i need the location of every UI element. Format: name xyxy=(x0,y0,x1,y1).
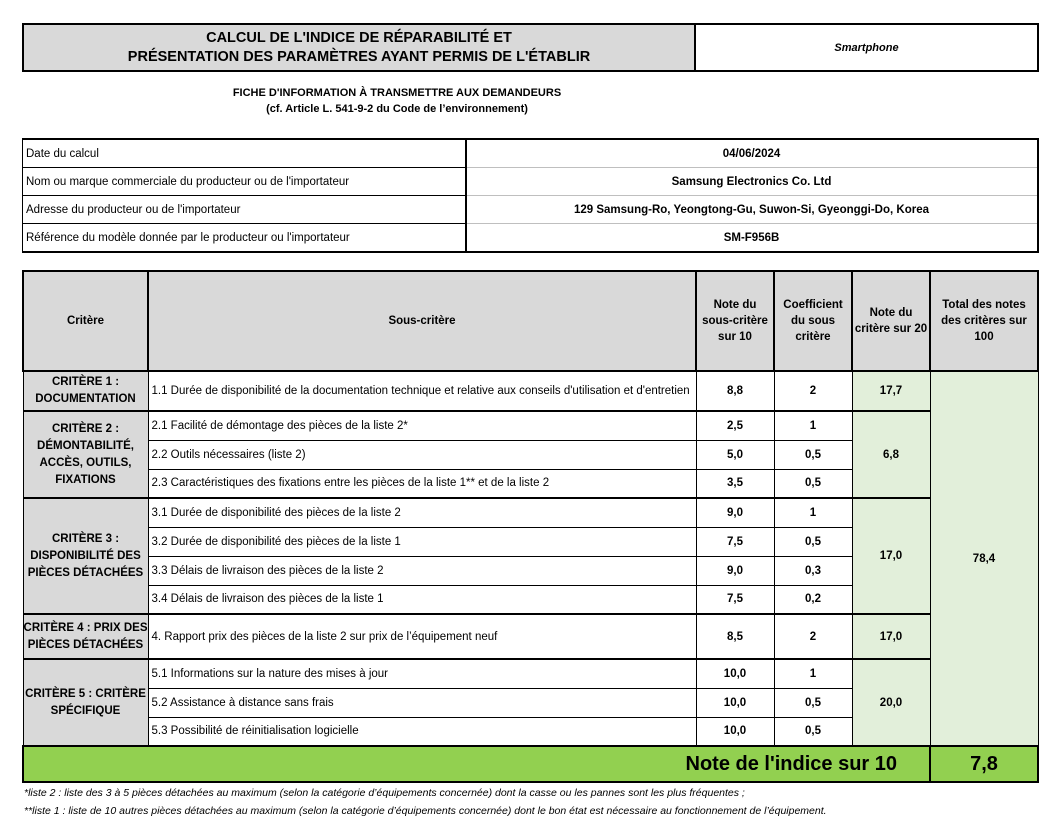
criterion-2-note: 6,8 xyxy=(852,411,930,498)
criterion-2-name: CRITÈRE 2 : DÉMONTABILITÉ, ACCÈS, OUTILS, FIXATIONS xyxy=(23,411,148,498)
subcriterion-coef: 0,5 xyxy=(774,527,852,556)
subcriterion-coef: 0,5 xyxy=(774,717,852,746)
table-row xyxy=(23,498,1038,527)
final-score-value: 7,8 xyxy=(930,746,1038,782)
subcriterion-note: 2,5 xyxy=(696,411,774,440)
criteria-table xyxy=(22,270,1039,783)
subcriterion-note: 8,8 xyxy=(696,371,774,411)
subcriterion-coef: 0,5 xyxy=(774,469,852,498)
subcriterion-coef: 1 xyxy=(774,659,852,688)
title-line-1: CALCUL DE L'INDICE DE RÉPARABILITÉ ET xyxy=(206,29,512,46)
subcriterion-label: 2.2 Outils nécessaires (liste 2) xyxy=(148,440,696,469)
subheader xyxy=(22,85,772,117)
subcriterion-note: 10,0 xyxy=(696,659,774,688)
subcriterion-coef: 2 xyxy=(774,371,852,411)
criterion-5-name: CRITÈRE 5 : CRITÈRE SPÉCIFIQUE xyxy=(23,659,148,746)
info-label: Nom ou marque commerciale du producteur ou de l'importateur xyxy=(23,168,466,196)
subcriterion-coef: 0,5 xyxy=(774,440,852,469)
subcriterion-label: 5.1 Informations sur la nature des mises à jour xyxy=(148,659,696,688)
criterion-4-name: CRITÈRE 4 : PRIX DES PIÈCES DÉTACHÉES xyxy=(23,614,148,659)
info-table xyxy=(22,138,1039,253)
final-score-label: Note de l'indice sur 10 xyxy=(23,746,930,782)
subcriterion-coef: 1 xyxy=(774,498,852,527)
header-note-sous-critere: Note du sous-critère sur 10 xyxy=(696,271,774,371)
subcriterion-label: 4. Rapport prix des pièces de la liste 2 sur prix de l’équipement neuf xyxy=(148,614,696,659)
subcriterion-note: 10,0 xyxy=(696,688,774,717)
total-score: 78,4 xyxy=(930,371,1038,746)
info-row xyxy=(23,224,1038,253)
header-critere: Critère xyxy=(23,271,148,371)
criterion-3-note: 17,0 xyxy=(852,498,930,614)
info-row xyxy=(23,139,1038,168)
subcriterion-label: 3.1 Durée de disponibilité des pièces de la liste 2 xyxy=(148,498,696,527)
info-row xyxy=(23,196,1038,224)
header-total: Total des notes des critères sur 100 xyxy=(930,271,1038,371)
subheader-line-2: (cf. Article L. 541-9-2 du Code de l’environnement) xyxy=(266,103,528,115)
final-score-row xyxy=(23,746,1038,782)
subheader-line-1: FICHE D'INFORMATION À TRANSMETTRE AUX DEMANDEURS xyxy=(232,87,562,99)
subcriterion-label: 3.4 Délais de livraison des pièces de la liste 1 xyxy=(148,585,696,614)
subcriterion-coef: 1 xyxy=(774,411,852,440)
criterion-1-name: CRITÈRE 1 : DOCUMENTATION xyxy=(23,371,148,411)
footnotes xyxy=(24,784,827,820)
footnote-liste-2: *liste 2 : liste des 3 à 5 pièces détachées au maximum (selon la catégorie d’équipements concernée) dont la casse ou les pannes sont les plus fréquentes ; xyxy=(24,787,745,799)
subcriterion-note: 8,5 xyxy=(696,614,774,659)
info-value: 129 Samsung-Ro, Yeongtong-Gu, Suwon-Si, Gyeonggi-Do, Korea xyxy=(466,196,1038,224)
header-coefficient: Coefficient du sous critère xyxy=(774,271,852,371)
info-label: Référence du modèle donnée par le producteur ou l'importateur xyxy=(23,224,466,253)
criterion-4-note: 17,0 xyxy=(852,614,930,659)
subcriterion-note: 9,0 xyxy=(696,556,774,585)
subcriterion-label: 5.3 Possibilité de réinitialisation logicielle xyxy=(148,717,696,746)
subcriterion-note: 5,0 xyxy=(696,440,774,469)
header-table xyxy=(22,23,1039,72)
subcriterion-coef: 0,2 xyxy=(774,585,852,614)
subcriterion-coef: 2 xyxy=(774,614,852,659)
info-row xyxy=(23,168,1038,196)
header-sous-critere: Sous-critère xyxy=(148,271,696,371)
subcriterion-label: 3.3 Délais de livraison des pièces de la liste 2 xyxy=(148,556,696,585)
subcriterion-label: 5.2 Assistance à distance sans frais xyxy=(148,688,696,717)
table-row xyxy=(23,371,1038,411)
subcriterion-label: 2.3 Caractéristiques des fixations entre les pièces de la liste 1** et de la liste 2 xyxy=(148,469,696,498)
document-title xyxy=(23,24,695,71)
table-row xyxy=(23,659,1038,688)
criterion-5-note: 20,0 xyxy=(852,659,930,746)
subcriterion-coef: 0,5 xyxy=(774,688,852,717)
criterion-3-name: CRITÈRE 3 : DISPONIBILITÉ DES PIÈCES DÉTACHÉES xyxy=(23,498,148,614)
criterion-1-note: 17,7 xyxy=(852,371,930,411)
header-note-critere: Note du critère sur 20 xyxy=(852,271,930,371)
table-row xyxy=(23,411,1038,440)
footnote-liste-1: **liste 1 : liste de 10 autres pièces détachées au maximum (selon la catégorie d’équipements concernée) dont le bon état est nécessaire au fonctionnement de l’équipement. xyxy=(24,805,827,817)
subcriterion-label: 3.2 Durée de disponibilité des pièces de la liste 1 xyxy=(148,527,696,556)
info-value: 04/06/2024 xyxy=(466,139,1038,168)
subcriterion-coef: 0,3 xyxy=(774,556,852,585)
product-type: Smartphone xyxy=(695,24,1038,71)
subcriterion-label: 2.1 Facilité de démontage des pièces de la liste 2* xyxy=(148,411,696,440)
subcriterion-label: 1.1 Durée de disponibilité de la documentation technique et relative aux conseils d'utilisation et d'entretien xyxy=(148,371,696,411)
subcriterion-note: 7,5 xyxy=(696,527,774,556)
info-value: Samsung Electronics Co. Ltd xyxy=(466,168,1038,196)
subcriterion-note: 10,0 xyxy=(696,717,774,746)
info-value: SM-F956B xyxy=(466,224,1038,253)
subcriterion-note: 7,5 xyxy=(696,585,774,614)
table-row xyxy=(23,614,1038,659)
subcriterion-note: 9,0 xyxy=(696,498,774,527)
subcriterion-note: 3,5 xyxy=(696,469,774,498)
info-label: Date du calcul xyxy=(23,139,466,168)
title-line-2: PRÉSENTATION DES PARAMÈTRES AYANT PERMIS DE L'ÉTABLIR xyxy=(127,48,591,65)
info-label: Adresse du producteur ou de l'importateur xyxy=(23,196,466,224)
table-header-row xyxy=(23,271,1038,371)
